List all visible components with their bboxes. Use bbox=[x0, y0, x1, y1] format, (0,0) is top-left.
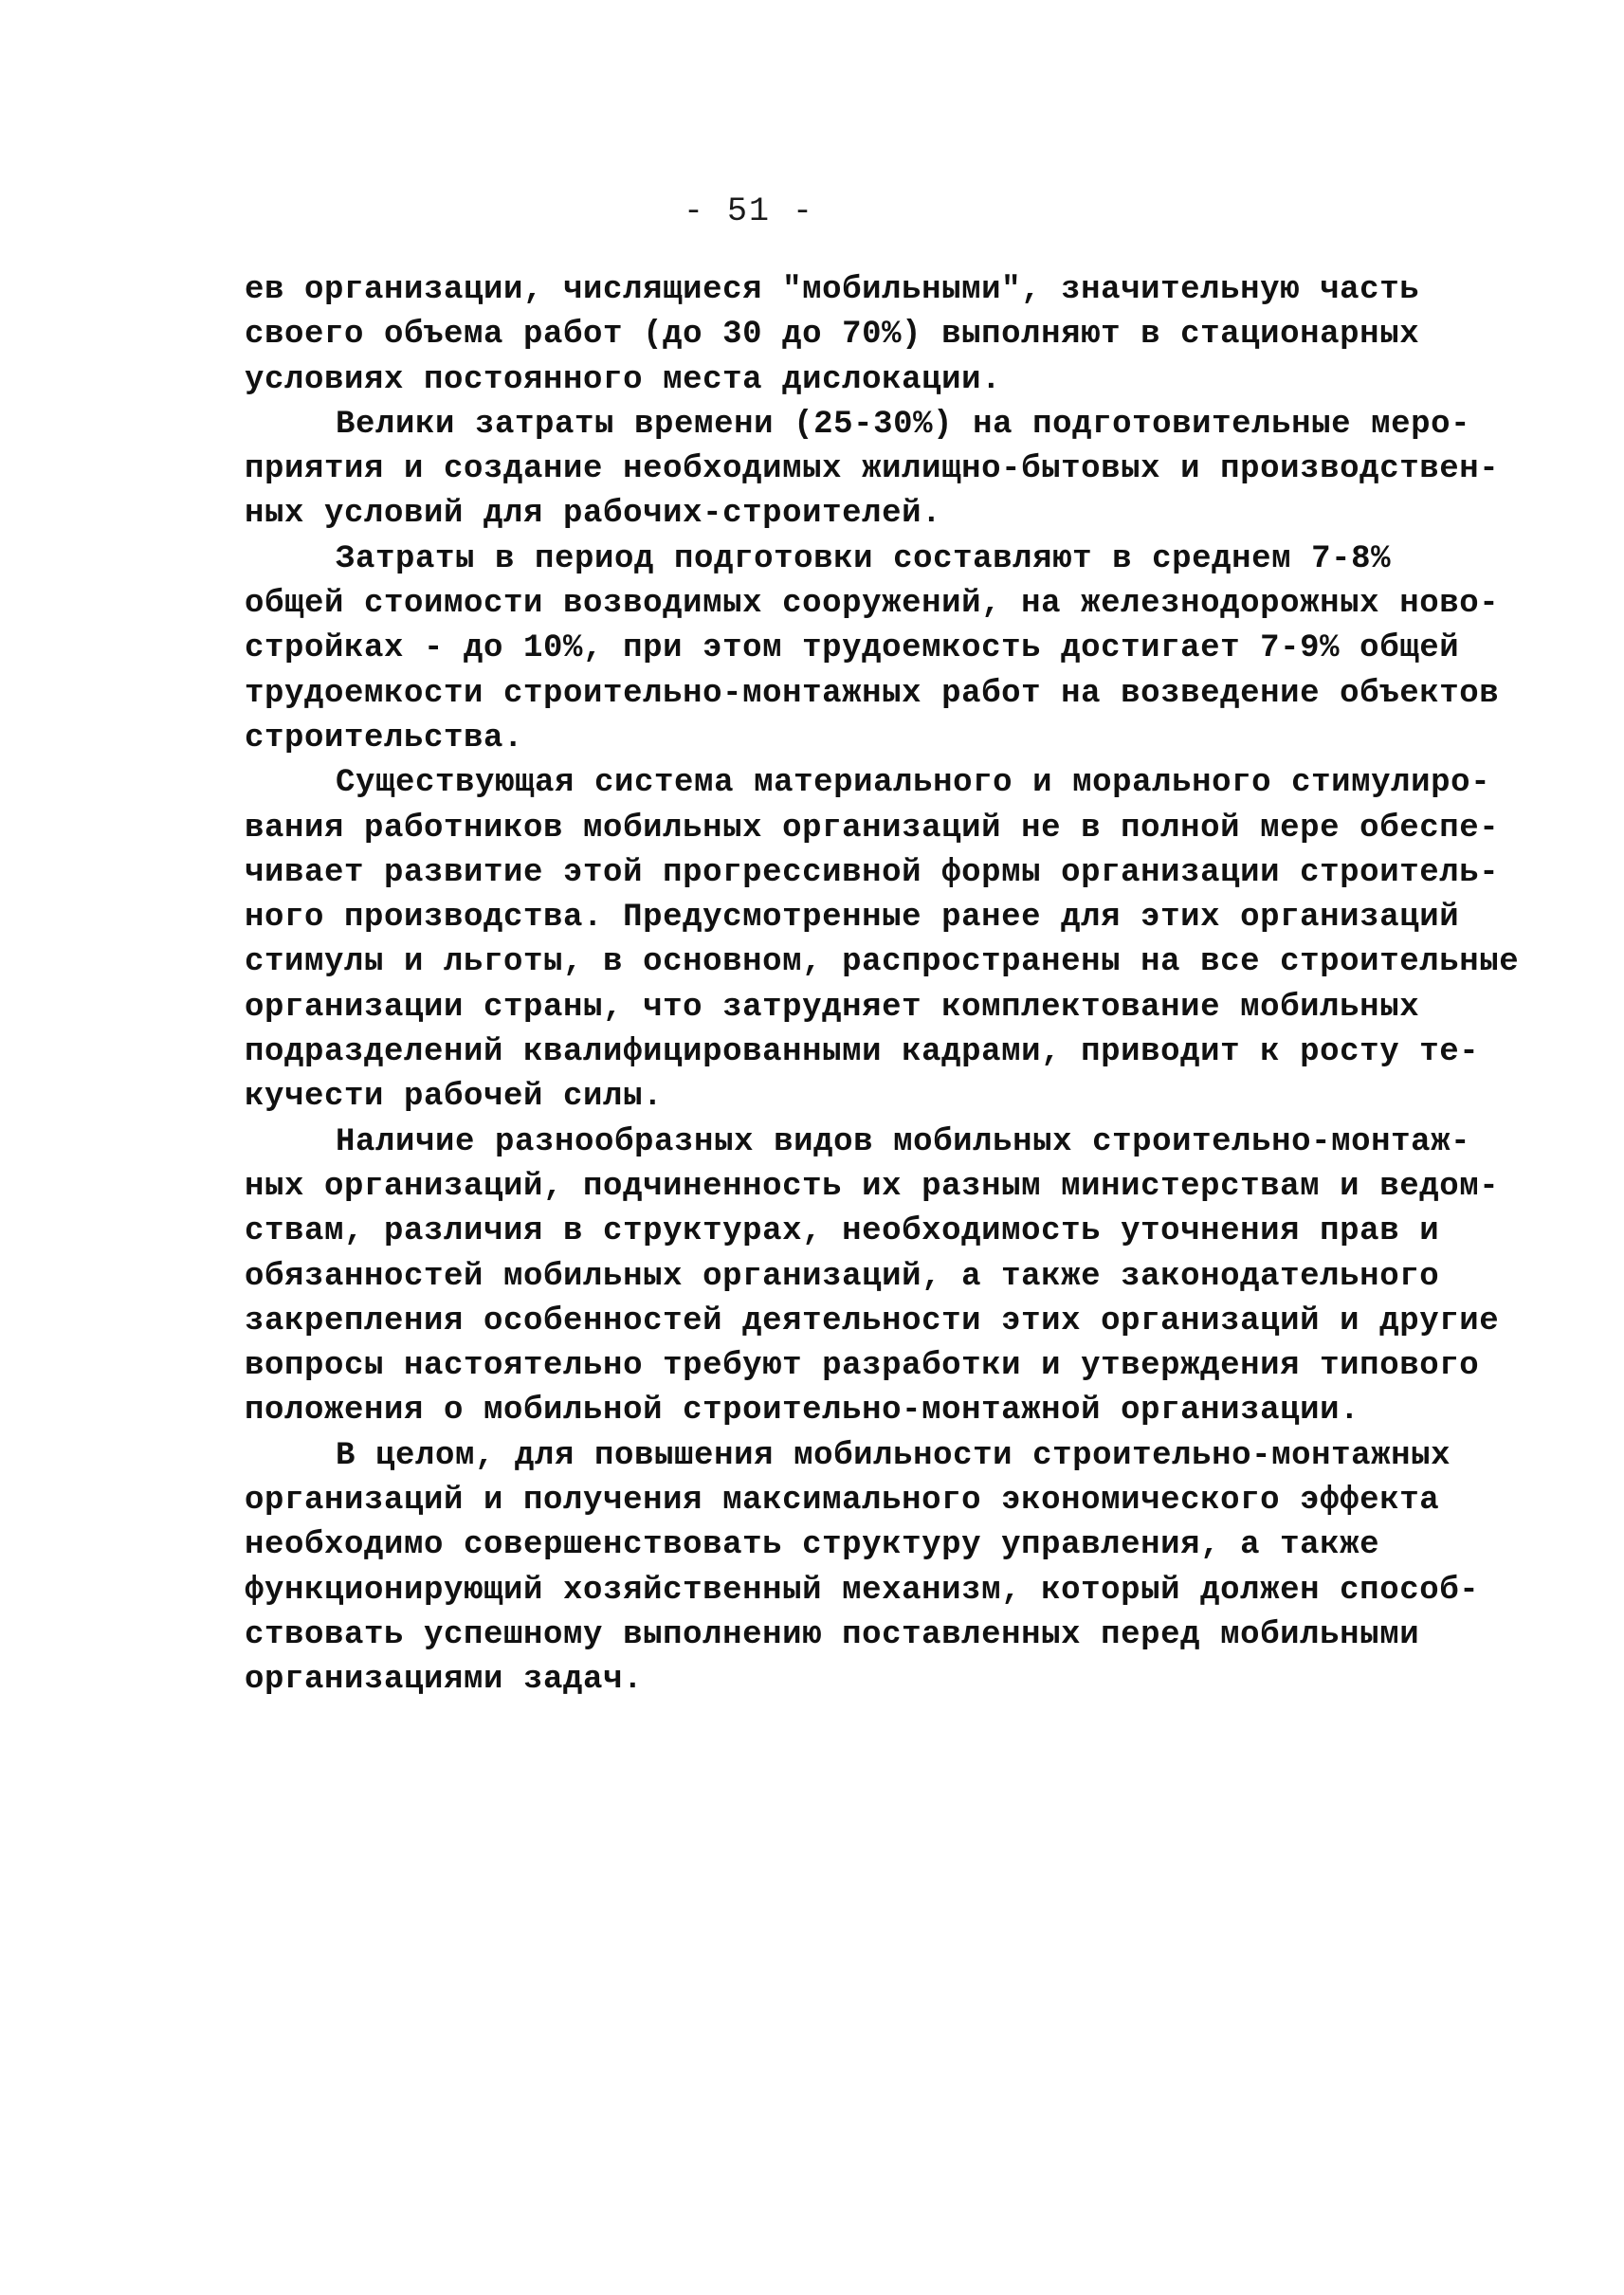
paragraph bbox=[245, 1434, 1480, 1703]
text-line: Наличие разнообразных видов мобильных строительно-монтаж- bbox=[336, 1123, 1471, 1160]
text-line: приятия и создание необходимых жилищно-бытовых и производствен- bbox=[245, 451, 1500, 488]
text-line: организациями задач. bbox=[245, 1662, 644, 1699]
page-number: - 51 - bbox=[683, 192, 815, 230]
text-line: Затраты в период подготовки составляют в среднем 7-8% bbox=[336, 540, 1392, 577]
paragraph bbox=[245, 403, 1500, 537]
text-line: В целом, для повышения мобильности строительно-монтажных bbox=[336, 1437, 1451, 1474]
text-line: организации страны, что затрудняет комплектование мобильных bbox=[245, 989, 1420, 1026]
text-line: подразделений квалифицированными кадрами, приводит к росту те- bbox=[245, 1034, 1480, 1071]
paragraph bbox=[245, 1120, 1500, 1434]
text-line: ствам, различия в структурах, необходимость уточнения прав и bbox=[245, 1213, 1440, 1250]
text-line: трудоемкости строительно-монтажных работ на возведение объектов bbox=[245, 675, 1500, 712]
text-line: Существующая система материального и морального стимулиро- bbox=[336, 765, 1491, 802]
text-line: необходимо совершенствовать структуру управления, а также bbox=[245, 1527, 1380, 1564]
paragraph bbox=[245, 268, 1420, 403]
text-line: Велики затраты времени (25-30%) на подготовительные меро- bbox=[336, 406, 1471, 443]
text-line: вания работников мобильных организаций не в полной мере обеспе- bbox=[245, 810, 1500, 847]
text-line: обязанностей мобильных организаций, а также законодательного bbox=[245, 1258, 1440, 1295]
text-line: ствовать успешному выполнению поставленных перед мобильными bbox=[245, 1616, 1420, 1653]
paragraph bbox=[245, 761, 1520, 1120]
text-line: ных организаций, подчиненность их разным министерствам и ведом- bbox=[245, 1168, 1500, 1205]
text-line: положения о мобильной строительно-монтажной организации. bbox=[245, 1393, 1360, 1430]
text-line: закрепления особенностей деятельности этих организаций и другие bbox=[245, 1302, 1500, 1339]
text-line: чивает развитие этой прогрессивной формы организации строитель- bbox=[245, 854, 1500, 891]
text-line: условиях постоянного места дислокации. bbox=[245, 361, 1002, 398]
text-line: ных условий для рабочих-строителей. bbox=[245, 496, 942, 533]
text-line: ев организации, числящиеся "мобильными", значительную часть bbox=[245, 272, 1420, 308]
text-line: вопросы настоятельно требуют разработки и утверждения типового bbox=[245, 1348, 1480, 1385]
text-line: общей стоимости возводимых сооружений, на железнодорожных ново- bbox=[245, 586, 1500, 623]
paragraph bbox=[245, 537, 1500, 761]
text-line: организаций и получения максимального экономического эффекта bbox=[245, 1483, 1440, 1520]
text-line: стимулы и льготы, в основном, распространены на все строительные bbox=[245, 944, 1520, 981]
text-line: строительства. bbox=[245, 719, 524, 756]
text-line: функционирующий хозяйственный механизм, который должен способ- bbox=[245, 1572, 1480, 1609]
text-line: своего объема работ (до 30 до 70%) выполняют в стационарных bbox=[245, 317, 1420, 354]
text-line: кучести рабочей силы. bbox=[245, 1079, 664, 1116]
text-line: стройках - до 10%, при этом трудоемкость достигает 7-9% общей bbox=[245, 630, 1460, 667]
body-text bbox=[245, 268, 1520, 1703]
text-line: ного производства. Предусмотренные ранее для этих организаций bbox=[245, 900, 1460, 937]
